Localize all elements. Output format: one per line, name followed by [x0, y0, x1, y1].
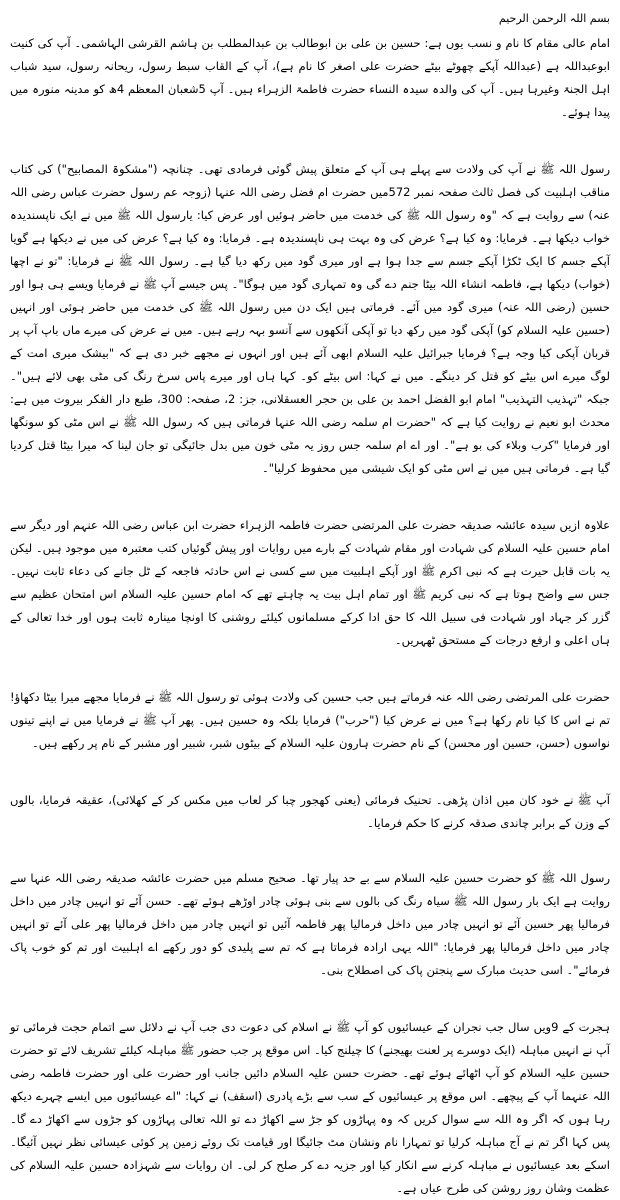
- paragraph-adhan: آپ ﷺ نے خود کان میں اذان پڑھی۔ تحنیک فرمائی (یعنی کھجور چبا کر لعاب میں مکس کر کے کھلائی)، عقیقہ فرمایا، بالوں کے وزن کے برابر چاندی صدقہ کرنے کا حکم فرمایا۔: [10, 793, 610, 830]
- paragraph-naming: حضرت علی المرتضی رضی اللہ عنہ فرماتے ہیں جب حسین کی ولادت ہوئی تو رسول اللہ ﷺ نے فرمایا مجھے میرا بیٹا دکھاؤ! تم نے اس کا کیا نام رکھا ہے؟ میں نے عرض کیا ("حرب") فرمایا بلکہ وہ حسین ہیں۔ پھر آپ ﷺ نے فرمایا میں نے اپنے تینوں نواسوں (حسن، حسین اور محسن) کے نام حضرت ہارون علیہ السلام کے بیٹوں شبر، شبیر اور مشبر کے نام پر رکھے ہیں۔: [10, 690, 610, 750]
- paragraph-prophecy: رسول اللہ ﷺ نے آپ کی ولادت سے پہلے ہی آپ کے متعلق پیش گوئی فرمادی تھی۔ چنانچہ ("مشکوۃ المصابیح") کی کتاب مناقب اہلبیت کی فصل ثالث صفحہ نمبر 572میں حضرت ام فضل رضی اللہ عنہا (زوجہ عم رسول حضرت عباس رضی اللہ عنہ) سے روایت ہے کہ "وہ رسول اللہ ﷺ کی خدمت میں حاضر ہوئیں اور عرض کیا: یارسول اللہ ﷺ میں نے ایک ناپسندیدہ خواب دیکھا ہے۔ فرمایا: وہ کیا ہے؟ عرض کی وہ بہت ہی ناپسندیدہ ہے۔ فرمایا: وہ کیا ہے؟ عرض کی میں نے دیکھا ہے گویا آپکے جسم کا ایک ٹکڑا آپکے جسم سے جدا ہوا ہے اور میری گود میں رکھ دیا گیا ہے۔ رسول اللہ ﷺ نے فرمایا: "تو نے اچھا (خواب) دیکھا ہے، فاطمہ انشاء اللہ بیٹا جنم دے گی وہ تمہاری گود میں ہوگا"۔ پس جیسے آپ ﷺ نے فرمایا ویسے ہی ہوا اور حسین (رضی اللہ عنہ) میری گود میں آئے۔ فرماتی ہیں ایک دن میں رسول اللہ ﷺ کی خدمت میں حاضر ہوئی اور انہیں (حسین علیہ السلام کو) آپکی گود میں رکھ دیا تو آپکی آنکھوں سے آنسو بہہ رہے ہیں۔ میں نے عرض کی میرے ماں باپ آپ پر قربان آپکی کیا وجہ ہے؟ فرمایا جبرائیل علیہ السلام ابھی آئے ہیں اور انہوں نے مجھے خبر دی ہے کہ "بیشک میری امت کے لوگ میرے اس بیٹے کو قتل کر دینگے۔ میں نے کہا: اس بیٹے کو۔ کہا ہاں اور میرے پاس سرخ رنگ کی مٹی بھی لائے ہیں"۔ جبکہ "تہذیب التہذیب" امام ابو الفضل احمد بن علی بن حجر العسقلانی، جز: 2، صفحہ: 300، طبع دار الفکر بیروت میں ہے: محدث ابو نعیم نے روایت کیا ہے کہ "حضرت ام سلمہ رضی اللہ عنہا فرماتی ہیں کہ رسول اللہ ﷺ نے اس مٹی کو سونگھا اور فرمایا "کرب وبلاء کی بو ہے"۔ اور اے ام سلمہ جس روز یہ مٹی خون میں بدل جائیگی تو جان لینا کہ میرا بیٹا قتل کردیا گیا ہے۔ فرماتی ہیں میں نے اس مٹی کو ایک شیشی میں محفوظ کرلیا"۔: [10, 162, 610, 475]
- paragraph-mubahala: ہجرت کے 9ویں سال جب نجران کے عیسائیوں کو آپ ﷺ نے اسلام کی دعوت دی جب آپ نے دلائل سے اتمام حجت فرمائی تو آپ نے انہیں مباہلہ (ایک دوسرے پر لعنت بھیجنے) کا چیلنج کیا۔ اس موقع پر جب حضور ﷺ مباہلہ کیلئے تشریف لائے تو حضرت حسین علیہ السلام کو آپ اٹھائے ہوئے تھے۔ حضرت حسن علیہ السلام دائیں جانب اور حضرت علی اور حضرت فاطمہ رضی اللہ عنہما آپ کے پیچھے۔ اس موقع پر عیسائیوں کے سب سے بڑے پادری (اسقف) نے کہا: "اے عیسائیوں میں ایسے چہرے دیکھ رہا ہوں کہ اگر وہ اللہ سے سوال کریں کہ وہ پہاڑوں کو جڑ سے اکھاڑ دے تو اللہ تعالی پہاڑوں کو جڑوں سے اکھاڑ دے گا۔ پس کہا اگر تم نے آج مباہلہ کرلیا تو تمہارا نام ونشان مٹ جائیگا اور قیامت تک روئے زمین پر کوئی عیسائی نظر نہیں آئیگا۔ اسکے بعد عیسائیوں نے مباہلہ کرنے سے انکار کیا اور جزیہ دے کر صلح کر لی۔ ان روایات سے شہزادہ حسین علیہ السلام کی عظمت وشان روز روشن کی طرح عیاں ہے۔: [10, 1020, 610, 1195]
- paragraph-lineage: امام عالی مقام کا نام و نسب یوں ہے: حسین بن علی بن ابوطالب بن عبدالمطلب بن ہاشم القرشی الہاشمی۔ آپ کی کنیت ابوعبداللہ ہے (عبداللہ آپکے چھوٹے بیٹے حضرت علی اصغر کا نام ہے)، آپ کے القاب سبط رسول، ریحانہ رسول، سید شباب اہل الجنۃ وغیرہا ہیں۔ آپ کی والدہ سیدہ النساء حضرت فاطمۃ الزہراء ہیں۔ آپ 5شعبان المعظم 4ھ کو مدینہ منورہ میں پیدا ہوئے۔: [10, 36, 610, 119]
- bismillah-heading: بسم اللہ الرحمن الرحیم: [498, 12, 610, 25]
- paragraph-cloak-hadith: رسول اللہ ﷺ کو حضرت حسین علیہ السلام سے بے حد پیار تھا۔ صحیح مسلم میں حضرت عائشہ صدیقہ رضی اللہ عنہا سے روایت ہے ایک بار رسول اللہ ﷺ سیاہ رنگ کی بالوں سے بنی ہوئی چادر اوڑھے ہوئے تھے۔ حسن آئے تو انہیں چادر میں داخل فرمالیا پھر حسین آئے تو انہیں چادر میں داخل فرمالیا پھر فاطمہ آئیں تو انہیں چادر میں داخل فرمالیا پھر علی آئے تو انہیں چادر میں داخل فرمالیا پھر فرمایا: "اللہ یہی ارادہ فرماتا ہے کہ تم سے پلیدی کو دور رکھے اے اہلبیت اور تم کو خوب پاک فرمائے"۔ اسی حدیث مبارک سے پنجتن پاک کی اصطلاح بنی۔: [10, 871, 610, 977]
- paragraph-martyrdom-narrations: علاوہ ازیں سیدہ عائشہ صدیقہ حضرت علی المرتضی حضرت فاطمہ الزہراء حضرت ابن عباس رضی اللہ عنہم اور دیگر سے امام حسین علیہ السلام کی شہادت اور مقام شہادت کے بارے میں روایات اور پیش گوئیاں کتب معتبرہ میں موجود ہیں۔ لیکن یہ بات قابل حیرت ہے کہ نبی اکرم ﷺ اور آپکے اہلبیت میں سے کسی نے اس حادثہ فاجعہ کے ٹل جانے کی دعاء ثابت نہیں۔ جس سے واضح ہوتا ہے کہ نبی کریم ﷺ اور تمام اہل بیت یہ چاہتے تھے کہ امام حسین علیہ السلام اس امتحان عظیم سے گزر کر جہاد اور شہادت فی سبیل اللہ کا حق ادا کرکے مسلمانوں کیلئے روشنی کا اونچا مینارہ ثابت ہوں اور خدا تعالی کے ہاں اعلی و ارفع درجات کے مستحق ٹھہریں۔: [10, 518, 610, 647]
